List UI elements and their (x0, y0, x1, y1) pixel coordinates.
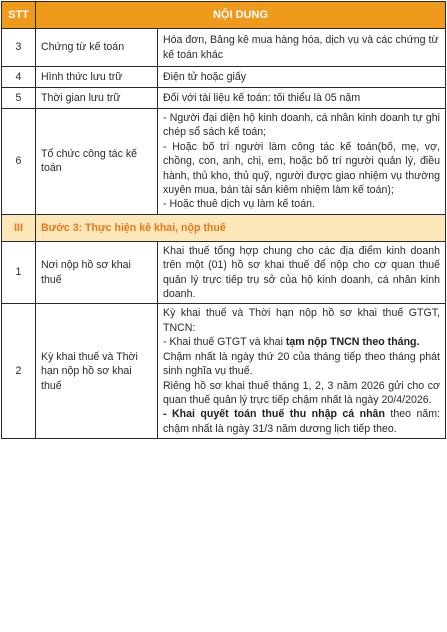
row-stt: 3 (2, 29, 36, 67)
step-header-row (2, 214, 446, 241)
table-row (2, 241, 446, 304)
bold-text: tạm nộp TNCN theo tháng. (285, 336, 420, 349)
text-run: theo năm: chậm nhất là ngày 31/3 năm dương lịch tiếp theo. (163, 408, 440, 435)
row-content: Hóa đơn, Bảng kê mua hàng hóa, dịch vụ và các chứng từ kế toán khác (158, 29, 446, 67)
row-stt: 2 (2, 304, 36, 439)
row-label: Chứng từ kế toán (36, 29, 158, 67)
row-content (158, 109, 446, 215)
row-content (158, 304, 446, 439)
header-stt: STT (2, 2, 36, 29)
header-content: NỘI DUNG (36, 2, 446, 29)
content-paragraph (163, 335, 440, 349)
table-row (2, 88, 446, 109)
row-stt: 6 (2, 109, 36, 215)
row-content: Đối với tài liệu kế toán: tối thiểu là 05 năm (158, 88, 446, 109)
table-row (2, 67, 446, 88)
row-label: Kỳ khai thuế và Thời hạn nộp hồ sơ khai thuế (36, 304, 158, 439)
content-paragraph: Kỳ khai thuế và Thời hạn nộp hồ sơ khai thuế GTGT, TNCN: (163, 307, 440, 334)
row-label: Thời gian lưu trữ (36, 88, 158, 109)
content-paragraph: - Hoặc thuê dịch vụ làm kế toán. (163, 198, 315, 211)
row-label: Nơi nộp hồ sơ khai thuế (36, 241, 158, 304)
row-content: Khai thuế tổng hợp chung cho các địa điểm kinh doanh trên một (01) hồ sơ khai thuế để nộp cho cơ quan thuế quản lý trực tiếp trụ sở của hộ kinh doanh, cá nhân kinh doanh. (158, 241, 446, 304)
content-paragraph: - Người đại diện hộ kinh doanh, cá nhân kinh doanh tự ghi chép sổ sách kế toán; (163, 112, 440, 139)
row-stt: 5 (2, 88, 36, 109)
table-header-row (2, 2, 446, 29)
row-content: Điện tử hoặc giấy (158, 67, 446, 88)
row-label: Hình thức lưu trữ (36, 67, 158, 88)
content-paragraph: Chậm nhất là ngày thứ 20 của tháng tiếp theo tháng phát sinh nghĩa vụ thuế. (163, 350, 440, 378)
table-row (2, 29, 446, 67)
row-stt: 1 (2, 241, 36, 304)
row-stt: 4 (2, 67, 36, 88)
step-number: III (2, 214, 36, 241)
bold-text: - Khai quyết toán thuế thu nhập cá nhân (163, 408, 385, 421)
table-row (2, 109, 446, 215)
row-label: Tổ chức công tác kế toán (36, 109, 158, 215)
content-paragraph: - Hoặc bố trí người làm công tác kế toán(bố, mẹ, vợ, chồng, con, anh, chị, em, hoặc bố trí người quản lý, điều hành, thủ kho, thủ quỹ, người được giao nhiệm vụ thường xuyên mua, bán tài sản kiêm nhiệm làm kế toán); (163, 140, 440, 197)
tax-procedure-table (1, 1, 446, 439)
content-paragraph (163, 407, 440, 436)
step-title: Bước 3: Thực hiện kê khai, nộp thuế (36, 214, 446, 241)
content-paragraph: Riêng hồ sơ khai thuế tháng 1, 2, 3 năm 2026 gửi cho cơ quan thuế quản lý trực tiếp chậm nhất là ngày 20/4/2026. (163, 379, 440, 406)
text-run: - Khai thuế GTGT và khai (163, 336, 286, 349)
table-row (2, 304, 446, 439)
